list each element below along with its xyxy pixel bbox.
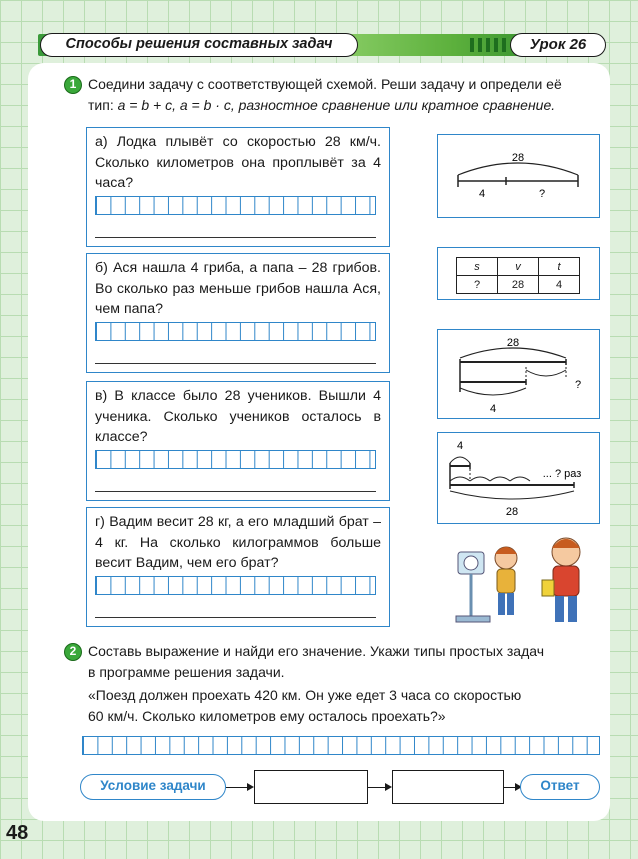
lesson-label: Урок 26 (510, 33, 606, 57)
flow-arrow-1 (226, 787, 252, 788)
scheme4-total-label: 28 (505, 506, 519, 518)
problem-c-answer-line[interactable] (95, 491, 376, 492)
task1-intro-line2 (88, 95, 608, 116)
scheme2-value-t: 4 (539, 276, 580, 294)
problem-b-answer-cells[interactable] (95, 322, 376, 341)
scheme4-times-label: ... ? раз (542, 468, 582, 480)
task1-intro-prefix: тип: (88, 97, 118, 113)
task2-problem-line2: 60 км/ч. Сколько километров ему осталось проехать?» (88, 708, 446, 724)
task2-instructions (88, 641, 608, 683)
header-stripes (470, 38, 506, 52)
problem-d-answer-cells[interactable] (95, 576, 376, 595)
problem-d-box (86, 507, 390, 627)
task1-number-badge: 1 (64, 76, 82, 94)
scheme1-total-label: 28 (511, 152, 525, 164)
scheme-segment-sum-drawing (438, 135, 598, 215)
problem-d-answer-line[interactable] (95, 617, 376, 618)
scheme-difference[interactable] (437, 329, 600, 419)
task2-answer-cells[interactable] (82, 736, 600, 755)
task2-line1: Составь выражение и найди его значение. Укажи типы простых задач (88, 643, 545, 659)
flow-step-2-box[interactable] (392, 770, 504, 804)
scheme2-header-t: t (539, 258, 580, 276)
scheme2-table (456, 257, 580, 294)
task1-instructions (88, 74, 608, 116)
problem-d-text: г) Вадим весит 28 кг, а его младший брат – 4 кг. На сколько килограммов больше весит Вадим, чем его брат? (95, 514, 381, 571)
task2-line2: в программе решения задачи. (88, 664, 285, 680)
problem-b-answer-line[interactable] (95, 363, 376, 364)
boys-illustration-drawing (448, 530, 608, 630)
flow-arrow-3 (504, 787, 520, 788)
flow-arrow-2 (368, 787, 390, 788)
problem-c-box (86, 381, 390, 501)
task2-number-badge: 2 (64, 643, 82, 661)
scheme2-value-v: 28 (498, 276, 539, 294)
problem-a-answer-line[interactable] (95, 237, 376, 238)
scheme-segment-sum[interactable] (437, 134, 600, 218)
task2-problem-line1: «Поезд должен проехать 420 км. Он уже едет 3 часа со скоростью (88, 687, 522, 703)
problem-b-text: б) Ася нашла 4 гриба, а папа – 28 грибов. Во сколько раз меньше грибов нашла Ася, чем папа? (95, 260, 381, 317)
scheme4-unit-label: 4 (456, 440, 464, 452)
flow-step-1-box[interactable] (254, 770, 368, 804)
scheme3-bottom-label: 4 (489, 403, 497, 415)
problem-b-box (86, 253, 390, 373)
scheme3-top-label: 28 (506, 337, 520, 349)
scheme3-diff-label: ? (574, 379, 582, 391)
scheme-table-svt[interactable] (437, 247, 600, 300)
scheme1-part2-label: ? (538, 188, 546, 200)
flow-start-condition: Условие задачи (80, 774, 226, 800)
task1-intro-line1: Соедини задачу с соответствующей схемой. Реши задачу и определи её (88, 76, 562, 92)
task2-problem (88, 685, 608, 727)
scheme-multiple-drawing (438, 433, 598, 521)
page-title: Способы решения составных задач (40, 33, 358, 57)
problem-a-text: а) Лодка плывёт со скоростью 28 км/ч. Сколько километров она проплывёт за 4 часа? (95, 134, 381, 191)
problem-a-answer-cells[interactable] (95, 196, 376, 215)
problem-c-answer-cells[interactable] (95, 450, 376, 469)
scheme-multiple[interactable] (437, 432, 600, 524)
page-number: 48 (6, 822, 29, 844)
scheme2-header-s: s (457, 258, 498, 276)
scheme-difference-drawing (438, 330, 598, 416)
scheme2-value-s: ? (457, 276, 498, 294)
problem-a-box (86, 127, 390, 247)
scheme1-part1-label: 4 (478, 188, 486, 200)
flow-end-answer: Ответ (520, 774, 600, 800)
scheme2-header-v: v (498, 258, 539, 276)
problem-c-text: в) В классе было 28 учеников. Вышли 4 ученика. Сколько учеников осталось в классе? (95, 388, 381, 445)
task1-intro-formula: a = b + c, a = b · c, разностное сравнение или кратное сравнение. (117, 97, 556, 113)
boys-illustration (448, 530, 608, 630)
